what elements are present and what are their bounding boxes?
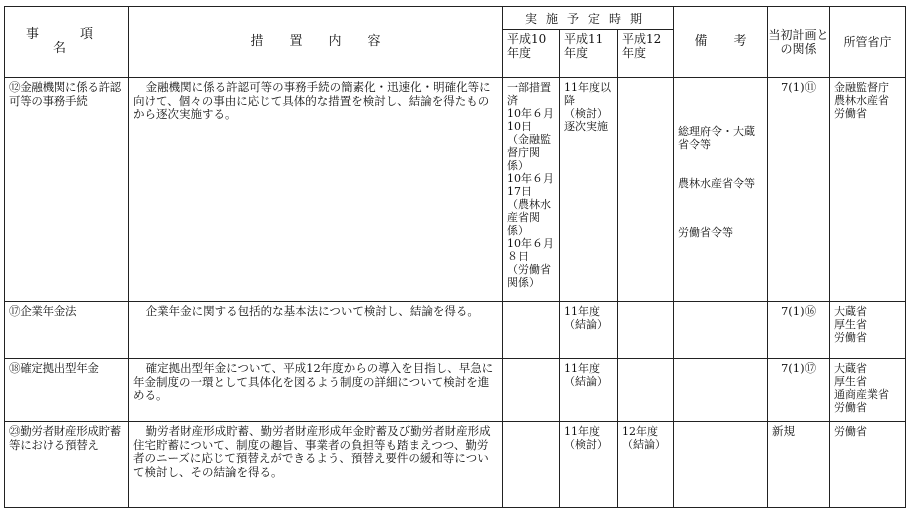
- schedule-status: （結論）: [564, 375, 608, 388]
- year-h12-cell: [618, 78, 674, 302]
- remarks-cell: [674, 78, 768, 302]
- ministry: 厚生省: [834, 318, 868, 331]
- year-h11-cell: [560, 359, 618, 422]
- item-name: ⑫金融機関に係る許認可等の事務手続: [5, 78, 129, 302]
- remarks-cell: [674, 422, 768, 508]
- table-row: [5, 78, 906, 302]
- schedule-entry: 11年度以降: [564, 81, 611, 107]
- table-row: [5, 359, 906, 422]
- year-h10-cell: [503, 302, 560, 359]
- schedule-status: （検討）: [564, 107, 608, 120]
- year-h10-cell: [503, 359, 560, 422]
- schedule-entry: 12年度: [622, 425, 658, 438]
- year-h10-cell: [503, 78, 560, 302]
- ministry: 大蔵省: [834, 305, 868, 318]
- remarks-cell: [674, 359, 768, 422]
- ministry-cell: [830, 359, 906, 422]
- ministry-cell: [830, 78, 906, 302]
- measure-content: 金融機関に係る許認可等の事務手続の簡素化・迅速化・明確化等に向けて、個々の事由に応じて具体的な措置を検討し、結論を得たものから逐次実施する。: [129, 78, 503, 302]
- header-year-h12: 平成12年度: [618, 30, 674, 78]
- ministry: 労働省: [834, 107, 868, 120]
- header-year-h11: 平成11年度: [560, 30, 618, 78]
- item-name: ⑱確定拠出型年金: [5, 359, 129, 422]
- year-h12-cell: [618, 359, 674, 422]
- schedule-note: （労働省関係）: [507, 263, 551, 289]
- remark: 総理府令・大蔵省令等: [678, 125, 756, 151]
- remark: 農林水産省令等: [678, 177, 756, 190]
- schedule-status: （結論）: [564, 318, 608, 331]
- table-row: [5, 302, 906, 359]
- header-schedule: 実施予定時期: [503, 7, 674, 30]
- header-measure-content: 措 置 内 容: [129, 7, 503, 78]
- ministry: 労働省: [834, 331, 868, 344]
- schedule-note: （金融監督庁関係）: [507, 133, 551, 172]
- original-plan-ref: 7(1)⑪: [768, 78, 830, 302]
- header-remarks: 備 考: [674, 7, 768, 78]
- header-year-h10: 平成10年度: [503, 30, 560, 78]
- schedule-status: （結論）: [622, 438, 666, 451]
- year-h11-cell: [560, 302, 618, 359]
- year-h11-cell: [560, 78, 618, 302]
- measure-content: 企業年金に関する包括的な基本法について検討し、結論を得る。: [129, 302, 503, 359]
- schedule-date: 10年６月８日: [507, 237, 554, 263]
- header-item-name: 事 項 名: [5, 7, 129, 78]
- year-h12-cell: [618, 422, 674, 508]
- schedule-status: （検討）: [564, 438, 608, 451]
- item-name: ㉓勤労者財産形成貯蓄等における預替え: [5, 422, 129, 508]
- ministry: 通商産業省: [834, 388, 890, 401]
- remarks-cell: [674, 302, 768, 359]
- ministry: 労働省: [834, 425, 868, 438]
- ministry: 農林水産省: [834, 94, 890, 107]
- original-plan-ref: 7(1)⑰: [768, 359, 830, 422]
- measures-table-sheet: [4, 6, 905, 492]
- schedule-date: 10年６月10日: [507, 107, 554, 133]
- schedule-entry: 11年度: [564, 425, 600, 438]
- schedule-entry: 11年度: [564, 305, 600, 318]
- schedule-note: （農林水産省関係）: [507, 198, 551, 237]
- year-h10-cell: [503, 422, 560, 508]
- ministry: 金融監督庁: [834, 81, 890, 94]
- original-plan-ref: 新規: [768, 422, 830, 508]
- table-row: [5, 422, 906, 508]
- ministry-cell: [830, 422, 906, 508]
- schedule-date: 10年６月17日: [507, 172, 554, 198]
- year-h11-cell: [560, 422, 618, 508]
- ministry-cell: [830, 302, 906, 359]
- schedule-entry: 11年度: [564, 362, 600, 375]
- ministry: 大蔵省: [834, 362, 868, 375]
- year-h12-cell: [618, 302, 674, 359]
- ministry: 労働省: [834, 401, 868, 414]
- measure-content: 勤労者財産形成貯蓄、勤労者財産形成年金貯蓄及び勤労者財産形成住宅貯蓄について、制度の趣旨、事業者の負担等も踏まえつつ、勤労者のニーズに応じて預替えができるよう、預替え要件の緩和等について検討し、その結論を得る。: [129, 422, 503, 508]
- header-ministry: 所管省庁: [830, 7, 906, 78]
- schedule-status: 逐次実施: [564, 120, 608, 133]
- remark: 労働省令等: [678, 226, 734, 239]
- schedule-note: 一部措置済: [507, 81, 551, 107]
- ministry: 厚生省: [834, 375, 868, 388]
- item-name: ⑰企業年金法: [5, 302, 129, 359]
- header-original-plan: 当初計画との関係: [768, 7, 830, 78]
- measure-content: 確定拠出型年金について、平成12年度からの導入を目指し、早急に年金制度の一環として具体化を図るよう制度の詳細について検討を進める。: [129, 359, 503, 422]
- original-plan-ref: 7(1)⑯: [768, 302, 830, 359]
- measures-table: [4, 6, 906, 508]
